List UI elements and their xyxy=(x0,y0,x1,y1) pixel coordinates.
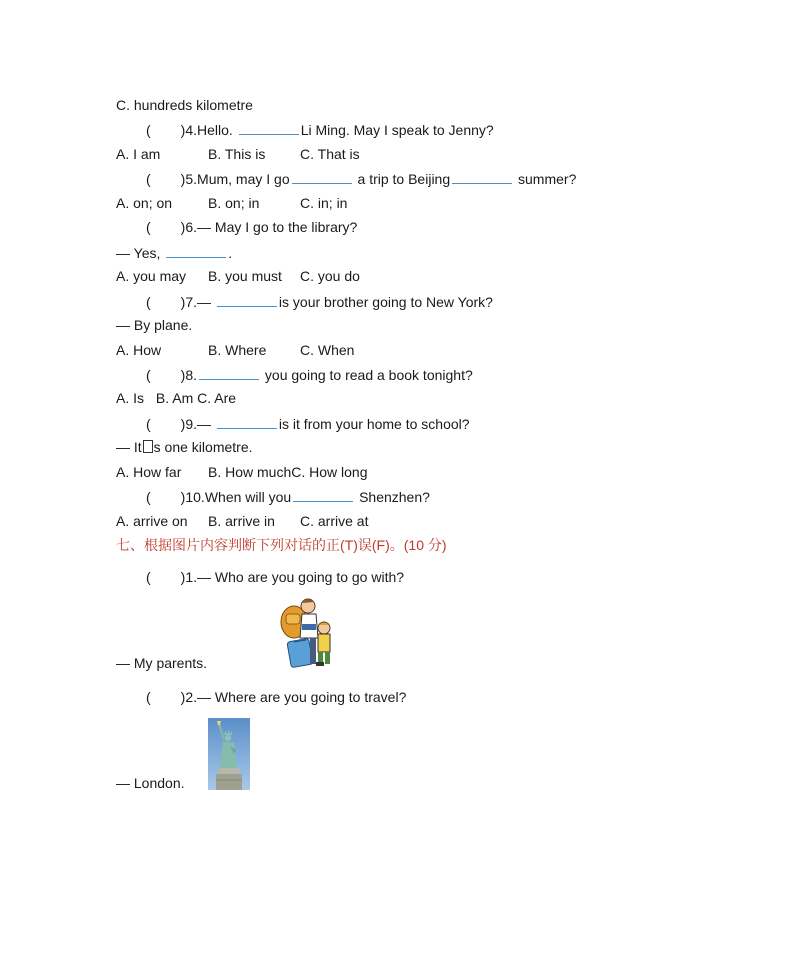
question-number: 8. xyxy=(185,367,198,383)
question-text-pre: — xyxy=(197,416,212,432)
s7q1-answer: — My parents. xyxy=(116,655,208,671)
answer-blank[interactable] xyxy=(166,243,226,258)
q9-option-a: A. How far xyxy=(116,464,182,480)
answer-blank[interactable] xyxy=(292,169,352,184)
q7-option-c: C. When xyxy=(300,342,355,358)
question-number: 9. xyxy=(185,416,198,432)
q8-options xyxy=(116,389,236,407)
question-text-post: is your brother going to New York? xyxy=(278,294,493,310)
question-number: 5. xyxy=(185,171,198,187)
answer-paren-close: ) xyxy=(180,367,186,383)
q7-answer: — By plane. xyxy=(116,317,193,333)
q8-option-b: B. Am xyxy=(155,390,194,406)
question-number: 10. xyxy=(185,489,205,505)
question-5 xyxy=(146,169,576,188)
q10-option-b: B. arrive in xyxy=(208,513,275,529)
q9-answer xyxy=(116,438,253,456)
question-9 xyxy=(146,414,470,433)
answer-paren-close: ) xyxy=(180,171,186,187)
section-heading: 七、根据图片内容判断下列对话的正(T)误(F)。(10 分) xyxy=(116,537,447,553)
question-text-post: is it from your home to school? xyxy=(278,416,470,432)
question-text-mid: a trip to Beijing xyxy=(357,171,451,187)
question-text-post: Li Ming. May I speak to Jenny? xyxy=(300,122,494,138)
q5-option-a: A. on; on xyxy=(116,195,173,211)
q10-option-a: A. arrive on xyxy=(116,513,188,529)
question-number: 7. xyxy=(185,294,198,310)
answer-paren-close: ) xyxy=(180,294,186,310)
question-text-pre: Mum, may I go xyxy=(197,171,290,187)
answer-blank[interactable] xyxy=(452,169,512,184)
answer-paren-open: ( xyxy=(146,122,151,138)
s7-question-2 xyxy=(146,688,406,706)
q9-options-bc xyxy=(208,463,368,481)
answer-paren-close: ) xyxy=(180,219,186,235)
q6-option-c: C. you do xyxy=(300,268,360,284)
s7-question-1 xyxy=(146,568,404,586)
q4-option-b: B. This is xyxy=(208,146,266,162)
q6-option-b: B. you must xyxy=(208,268,282,284)
q6-option-a: A. you may xyxy=(116,268,187,284)
answer-paren-close: ) xyxy=(180,689,186,705)
question-10 xyxy=(146,487,430,506)
q9-option-b: B. How much xyxy=(208,464,292,480)
q4-option-a: A. I am xyxy=(116,146,161,162)
q5-option-b: B. on; in xyxy=(208,195,260,211)
question-text: — May I go to the library? xyxy=(197,219,358,235)
answer-paren-open: ( xyxy=(146,689,151,705)
q6-answer xyxy=(116,243,232,262)
answer-paren-open: ( xyxy=(146,219,151,235)
answer-paren-open: ( xyxy=(146,294,151,310)
answer-paren-close: ) xyxy=(180,489,186,505)
question-number: 1. xyxy=(185,569,198,585)
question-number: 4. xyxy=(185,122,198,138)
prev-option-c: C. hundreds kilometre xyxy=(116,97,253,113)
question-text-post: summer? xyxy=(518,171,577,187)
answer-text-post: . xyxy=(228,245,233,261)
statue-of-liberty-photo xyxy=(208,718,250,790)
answer-text-pre: — It xyxy=(116,439,142,455)
q9-option-c: C. How long xyxy=(291,464,368,480)
question-text: — Who are you going to go with? xyxy=(197,569,405,585)
q5-option-c: C. in; in xyxy=(300,195,348,211)
answer-blank[interactable] xyxy=(199,365,259,380)
question-number: 2. xyxy=(185,689,198,705)
q4-option-c: C. That is xyxy=(300,146,360,162)
family-travel-illustration xyxy=(272,596,338,672)
q8-option-c: C. Are xyxy=(197,390,237,406)
answer-blank[interactable] xyxy=(293,487,353,502)
q7-option-b: B. Where xyxy=(208,342,267,358)
answer-paren-open: ( xyxy=(146,489,151,505)
question-text-post: you going to read a book tonight? xyxy=(264,367,473,383)
question-text-pre: Hello. xyxy=(197,122,233,138)
q7-option-a: A. How xyxy=(116,342,162,358)
answer-text-pre: — Yes, xyxy=(116,245,161,261)
answer-paren-open: ( xyxy=(146,569,151,585)
question-8 xyxy=(146,365,473,384)
q10-option-c: C. arrive at xyxy=(300,513,369,529)
q8-option-a: A. Is xyxy=(116,390,145,406)
answer-paren-open: ( xyxy=(146,416,151,432)
answer-paren-close: ) xyxy=(180,569,186,585)
question-6 xyxy=(146,218,357,236)
answer-paren-open: ( xyxy=(146,367,151,383)
question-text: — Where are you going to travel? xyxy=(197,689,407,705)
answer-paren-open: ( xyxy=(146,171,151,187)
missing-glyph-box xyxy=(143,440,153,453)
answer-paren-close: ) xyxy=(180,416,186,432)
question-4 xyxy=(146,120,494,139)
question-text-pre: When will you xyxy=(204,489,292,505)
answer-blank[interactable] xyxy=(217,414,277,429)
s7q2-answer: — London. xyxy=(116,775,185,791)
question-text-post: Shenzhen? xyxy=(359,489,430,505)
question-7 xyxy=(146,292,493,311)
question-number: 6. xyxy=(185,219,198,235)
answer-blank[interactable] xyxy=(239,120,299,135)
answer-text-post: s one kilometre. xyxy=(153,439,253,455)
answer-paren-close: ) xyxy=(180,122,186,138)
question-text-pre: — xyxy=(197,294,212,310)
answer-blank[interactable] xyxy=(217,292,277,307)
